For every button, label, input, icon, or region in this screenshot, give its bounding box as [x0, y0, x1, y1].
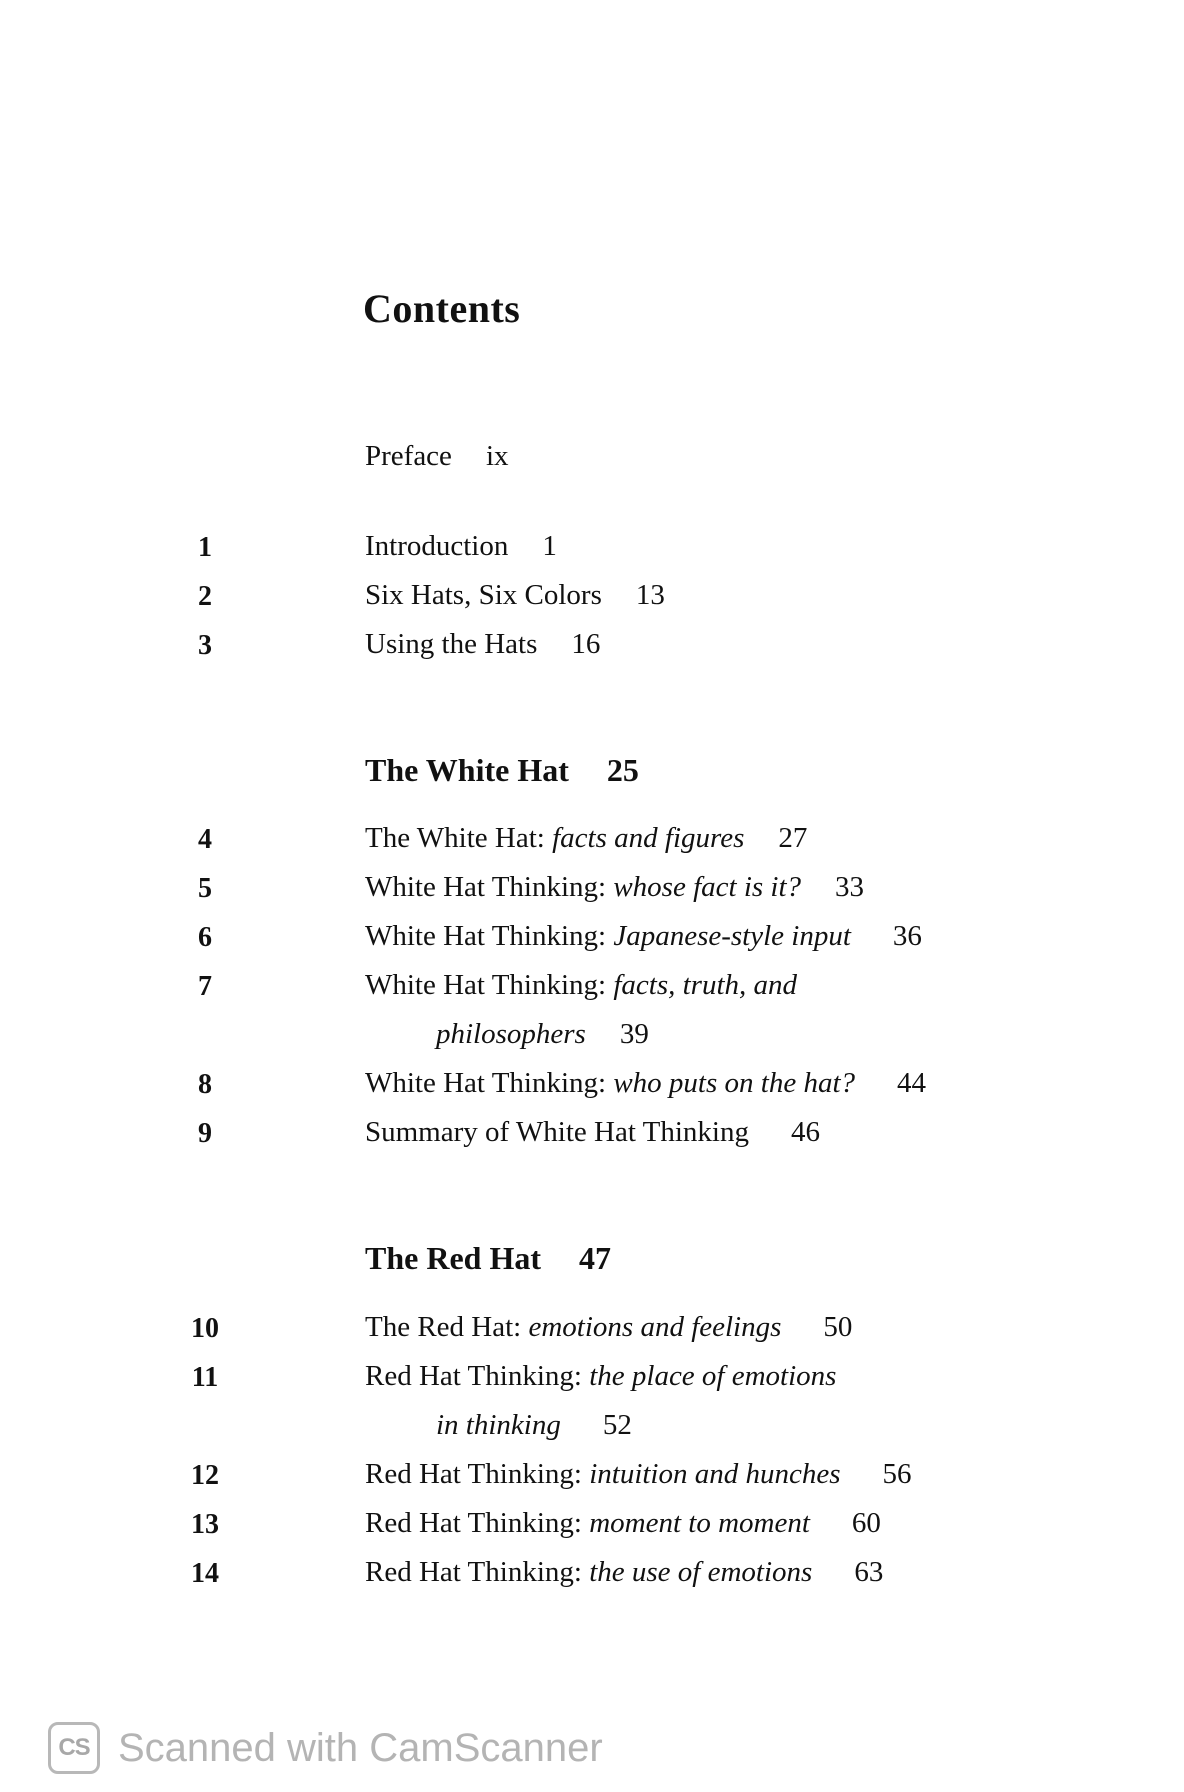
toc-entry	[0, 1311, 1184, 1351]
chapter-number: 3	[198, 630, 212, 661]
chapter-number: 4	[198, 824, 212, 855]
chapter-page: 27	[778, 822, 808, 854]
chapter-title-italic: moment to moment	[589, 1507, 810, 1539]
toc-entry	[0, 1458, 1184, 1498]
chapter-title	[365, 530, 557, 563]
chapter-title	[365, 822, 807, 855]
toc-entry	[0, 1067, 1184, 1107]
chapter-number: 9	[198, 1118, 212, 1149]
chapter-title-prefix: White Hat Thinking:	[365, 969, 614, 1001]
chapter-page: 16	[571, 628, 601, 660]
preface-row	[0, 440, 1184, 480]
section-heading-white-hat	[365, 752, 639, 789]
chapter-title-prefix: Red Hat Thinking:	[365, 1360, 590, 1392]
chapter-title	[365, 1507, 881, 1540]
section-page: 25	[606, 752, 639, 788]
chapter-title-italic: Japanese-style input	[613, 920, 851, 952]
chapter-number: 5	[198, 873, 212, 904]
chapter-number: 2	[198, 581, 212, 612]
section-heading-red-hat	[365, 1240, 611, 1277]
chapter-page: 50	[823, 1311, 853, 1343]
chapter-title-italic: emotions and feelings	[528, 1311, 782, 1343]
preface-label: Preface	[365, 440, 452, 472]
toc-entry	[0, 871, 1184, 911]
chapter-title-prefix: The White Hat:	[365, 822, 553, 854]
toc-entry	[0, 920, 1184, 960]
chapter-title-text: Using the Hats	[365, 628, 538, 660]
chapter-title-text: Introduction	[365, 530, 509, 562]
chapter-page: 63	[854, 1556, 884, 1588]
toc-entry	[0, 1360, 1184, 1400]
chapter-title	[365, 1311, 852, 1344]
chapter-page: 13	[635, 579, 665, 611]
chapter-title-text: Six Hats, Six Colors	[365, 579, 602, 611]
page-title: Contents	[363, 286, 521, 331]
camscanner-watermark	[48, 1718, 603, 1778]
chapter-title-continued	[436, 1409, 632, 1442]
chapter-title-italic: facts, truth, and	[613, 969, 798, 1001]
chapter-number: 14	[191, 1558, 219, 1589]
toc-entry	[0, 628, 1184, 668]
chapter-number: 12	[191, 1460, 219, 1491]
chapter-title	[365, 920, 922, 953]
chapter-title	[365, 871, 864, 904]
chapter-page: 56	[882, 1458, 912, 1490]
chapter-number: 11	[191, 1362, 219, 1393]
toc-entry	[0, 1556, 1184, 1596]
chapter-title-italic: the use of emotions	[589, 1556, 813, 1588]
chapter-page: 1	[542, 530, 557, 562]
chapter-number: 13	[191, 1509, 219, 1540]
chapter-number: 6	[198, 922, 212, 953]
chapter-title-italic: who puts on the hat?	[613, 1067, 856, 1099]
section-page: 47	[579, 1240, 611, 1276]
chapter-title	[365, 579, 665, 612]
camscanner-text: Scanned with CamScanner	[118, 1725, 603, 1770]
chapter-page: 33	[835, 871, 865, 903]
chapter-title	[365, 1360, 836, 1393]
chapter-title-prefix: The Red Hat:	[365, 1311, 529, 1343]
chapter-title-prefix: White Hat Thinking:	[365, 871, 614, 903]
chapter-page: 44	[897, 1067, 927, 1099]
toc-entry	[0, 969, 1184, 1009]
chapter-title-italic: facts and figures	[552, 822, 745, 854]
chapter-number: 1	[198, 532, 212, 563]
chapter-title	[365, 1116, 820, 1149]
toc-entry-continuation	[0, 1018, 1184, 1058]
chapter-title-prefix: White Hat Thinking:	[365, 920, 614, 952]
chapter-title	[365, 628, 600, 661]
chapter-page: 60	[851, 1507, 881, 1539]
toc-entry	[0, 1507, 1184, 1547]
chapter-title-continued	[436, 1018, 649, 1051]
chapter-number: 7	[198, 971, 212, 1002]
chapter-title-prefix: White Hat Thinking:	[365, 1067, 614, 1099]
chapter-title	[365, 969, 797, 1002]
section-heading-text: The White Hat	[365, 752, 569, 788]
toc-entry	[0, 530, 1184, 570]
chapter-title-prefix: Red Hat Thinking:	[365, 1507, 590, 1539]
toc-entry	[0, 1116, 1184, 1156]
section-heading-text: The Red Hat	[365, 1240, 541, 1276]
toc-entry-continuation	[0, 1409, 1184, 1449]
chapter-title	[365, 1458, 912, 1491]
toc-entry	[0, 822, 1184, 862]
chapter-title-italic: the place of emotions	[589, 1360, 837, 1392]
chapter-title	[365, 1556, 883, 1589]
chapter-page: 52	[602, 1409, 632, 1441]
chapter-page: 36	[892, 920, 922, 952]
chapter-title-prefix: Red Hat Thinking:	[365, 1556, 590, 1588]
preface-entry	[365, 440, 509, 473]
chapter-number: 10	[191, 1313, 219, 1344]
chapter-title-prefix: Red Hat Thinking:	[365, 1458, 590, 1490]
preface-page: ix	[485, 440, 509, 472]
camscanner-logo-icon: CS	[48, 1722, 100, 1774]
chapter-title-italic: intuition and hunches	[589, 1458, 841, 1490]
toc-entry	[0, 579, 1184, 619]
chapter-page: 39	[619, 1018, 649, 1050]
chapter-title-italic: philosophers	[436, 1018, 586, 1050]
chapter-title	[365, 1067, 926, 1100]
chapter-number: 8	[198, 1069, 212, 1100]
chapter-title-italic: in thinking	[436, 1409, 561, 1441]
chapter-title-italic: whose fact is it?	[613, 871, 802, 903]
chapter-page: 46	[790, 1116, 820, 1148]
chapter-title-prefix: Summary of White Hat Thinking	[365, 1116, 749, 1148]
